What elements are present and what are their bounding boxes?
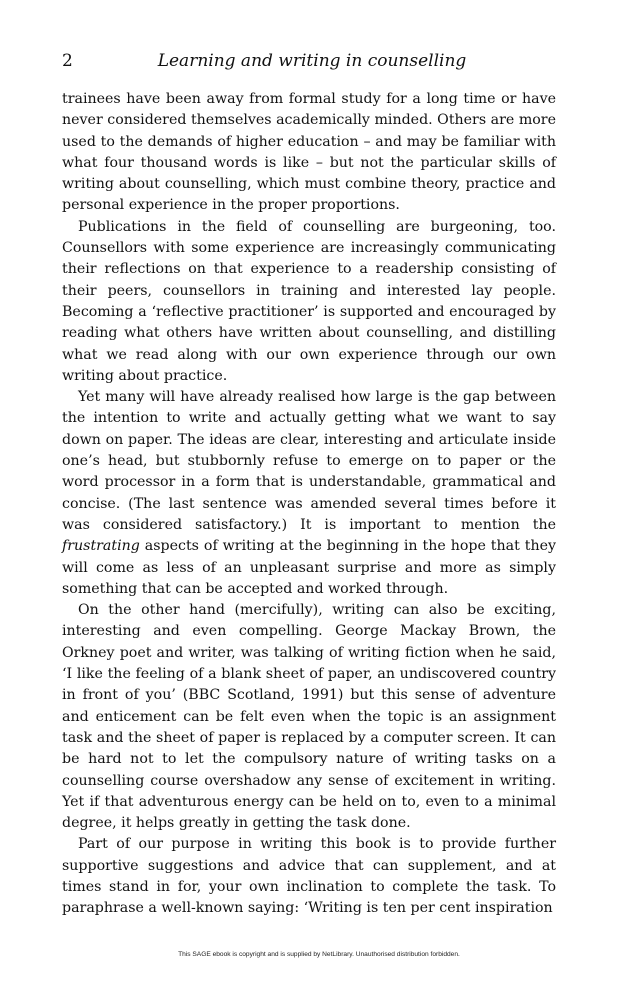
text-segment: On the other hand (mercifully), writing can also be exciting, interesting and even compelling. George Mackay Brown, the Orkney poet and writer, was talking of writing fiction when he said, ‘I like the feeling of a blank sheet of paper, an undiscovered country in front of you’ (BBC Scotland, 1991) but this sense of adventure and enticement can be felt even when the topic is an assignment task and the sheet of paper is replaced by a computer screen. It can be hard not to let the compulsory nature of writing tasks on a counselling course overshadow any sense of excitement in writing. Yet if that adventurous energy can be held on to, even to a minimal degree, it helps greatly in getting the task done. [62,602,556,832]
running-title: Learning and writing in counselling [157,51,467,71]
page-number: 2 [62,51,73,71]
body-text [62,89,556,920]
text-segment: Part of our purpose in writing this book is to provide further supportive suggestions and advice that can supplement, and at times stand in for, your own inclination to complete the task. To paraphrase a well-known saying: ‘Writing is ten per cent inspiration [62,836,556,917]
paragraph [62,834,556,919]
paragraph [62,387,556,600]
text-segment: Yet many will have already realised how large is the gap between the intention to write and actually getting what we want to say down on paper. The ideas are clear, interesting and articulate inside one’s head, but stubbornly refuse to emerge on to paper or the word processor in a form that is understandable, grammatical and concise. (The last sentence was amended several times before it was considered satisfactory.) It is important to mention the [62,389,556,533]
paragraph [62,217,556,387]
emphasis-text: frustrating [62,538,140,555]
text-segment: trainees have been away from formal study for a long time or have never considered themselves academically minded. Others are more used to the demands of higher education – and may be familiar with what four thousand words is like – but not the particular skills of writing about counselling, which must combine theory, practice and personal experience in the proper proportions. [62,91,556,214]
paragraph [62,89,556,217]
text-segment: aspects of writing at the beginning in the hope that they will come as less of an unpleasant surprise and more as simply something that can be accepted and worked through. [62,538,556,597]
page-header [62,51,562,77]
paragraph [62,600,556,834]
copyright-footer: This SAGE ebook is copyright and is supplied by NetLibrary. Unauthorised distribution forbidden. [178,951,460,958]
text-segment: Publications in the field of counselling are burgeoning, too. Counsellors with some experience are increasingly communicating their reflections on that experience to a readership consisting of their peers, counsellors in training and interested lay people. Becoming a ‘reflective practitioner’ is supported and encouraged by reading what others have written about counselling, and distilling what we read along with our own experience through our own writing about practice. [62,218,556,384]
